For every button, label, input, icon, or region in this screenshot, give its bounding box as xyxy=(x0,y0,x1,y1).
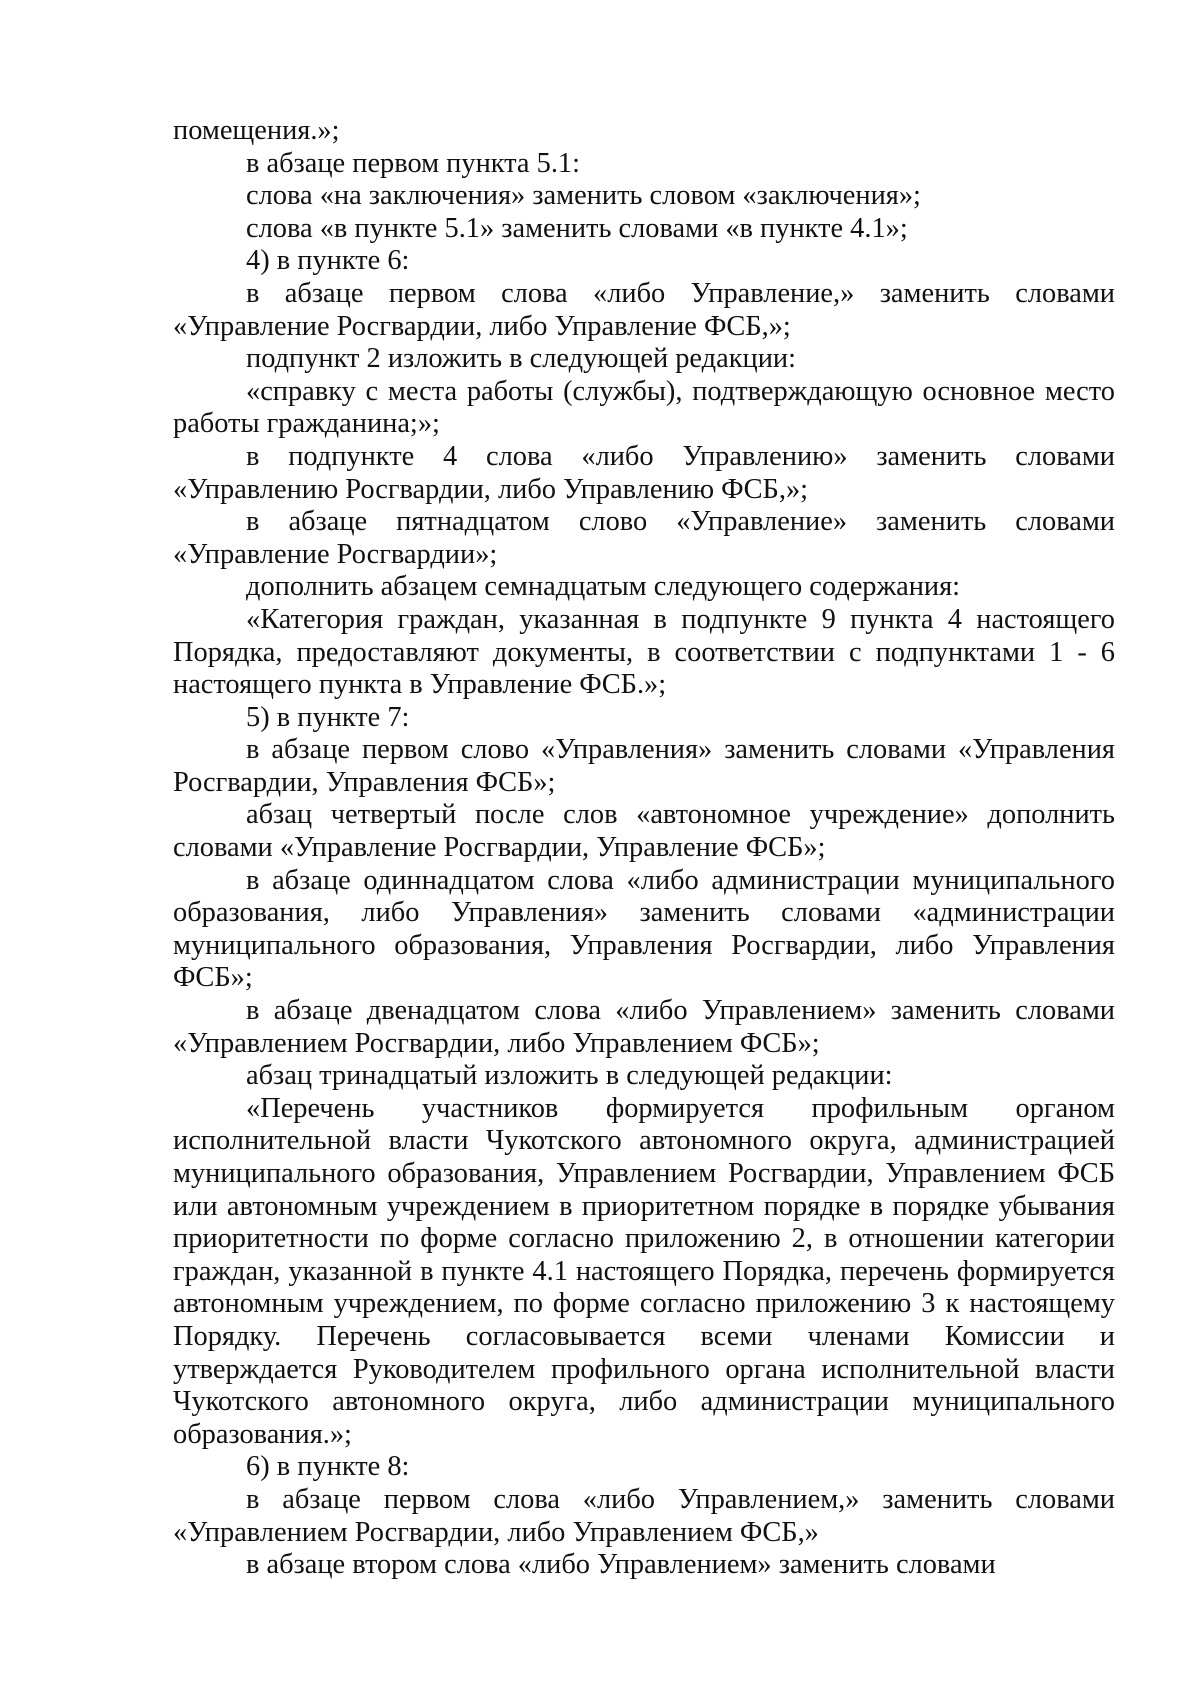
paragraph: 4) в пункте 6: xyxy=(246,245,410,277)
paragraph: слова «в пункте 5.1» заменить словами «в пункте 4.1»; xyxy=(246,212,908,244)
paragraph: 6) в пункте 8: xyxy=(246,1451,410,1483)
paragraph: в абзаце одиннадцатом слова «либо администрации муниципального образования, либо Управления» заменить словами «администрации муниципального образования, Управления Росгвардии, либо Управления ФСБ»; xyxy=(173,864,1115,994)
paragraph: в абзаце пятнадцатом слово «Управление» заменить словами «Управление Росгвардии»; xyxy=(173,506,1115,570)
paragraph: в абзаце первом слова «либо Управлением,» заменить словами «Управлением Росгвардии, либо Управлением ФСБ,» xyxy=(173,1483,1115,1548)
paragraph: в абзаце двенадцатом слова «либо Управлением» заменить словами «Управлением Росгвардии, либо Управлением ФСБ»; xyxy=(173,995,1115,1059)
paragraph: в абзаце втором слова «либо Управлением» заменить словами xyxy=(246,1549,996,1581)
paragraph: в абзаце первом пункта 5.1: xyxy=(246,147,581,179)
paragraph: «Перечень участников формируется профильным органом исполнительной власти Чукотского автономного округа, администрацией муниципального образования, Управлением Росгвардии, Управлением ФСБ или автономным учреждением в приоритетном порядке в порядке убывания приоритетности по форме согласно приложению 2, в отношении категории граждан, указанной в пункте 4.1 настоящего Порядка, перечень формируется автономным учреждением, по форме согласно приложению 3 к настоящему Порядку. Перечень согласовывается всеми членами Комиссии и утверждается Руководителем профильного органа исполнительной власти Чукотского автономного округа, либо администрации муниципального образования.»; xyxy=(173,1092,1115,1450)
paragraph: «Категория граждан, указанная в подпункте 9 пункта 4 настоящего Порядка, предоставляют документы, в соответствии с подпунктами 1 - 6 настоящего пункта в Управление ФСБ.»; xyxy=(173,603,1115,701)
paragraph: в абзаце первом слова «либо Управление,» заменить словами «Управление Росгвардии, либо Управление ФСБ,»; xyxy=(173,277,1115,342)
paragraph: «справку с места работы (службы), подтверждающую основное место работы гражданина;»; xyxy=(173,375,1115,440)
document-body xyxy=(173,115,1115,1582)
paragraph: в подпункте 4 слова «либо Управлению» заменить словами «Управлению Росгвардии, либо Управлению ФСБ,»; xyxy=(173,440,1115,505)
paragraph: подпункт 2 изложить в следующей редакции: xyxy=(246,343,796,375)
paragraph: в абзаце первом слово «Управления» заменить словами «Управления Росгвардии, Управления ФСБ»; xyxy=(173,734,1115,798)
paragraph: абзац тринадцатый изложить в следующей редакции: xyxy=(246,1060,893,1092)
paragraph: помещения.»; xyxy=(173,115,340,146)
paragraph: слова «на заключения» заменить словом «заключения»; xyxy=(246,180,921,212)
paragraph: 5) в пункте 7: xyxy=(246,701,410,733)
paragraph: дополнить абзацем семнадцатым следующего содержания: xyxy=(246,571,961,603)
paragraph: абзац четвертый после слов «автономное учреждение» дополнить словами «Управление Росгвардии, Управление ФСБ»; xyxy=(173,799,1115,864)
